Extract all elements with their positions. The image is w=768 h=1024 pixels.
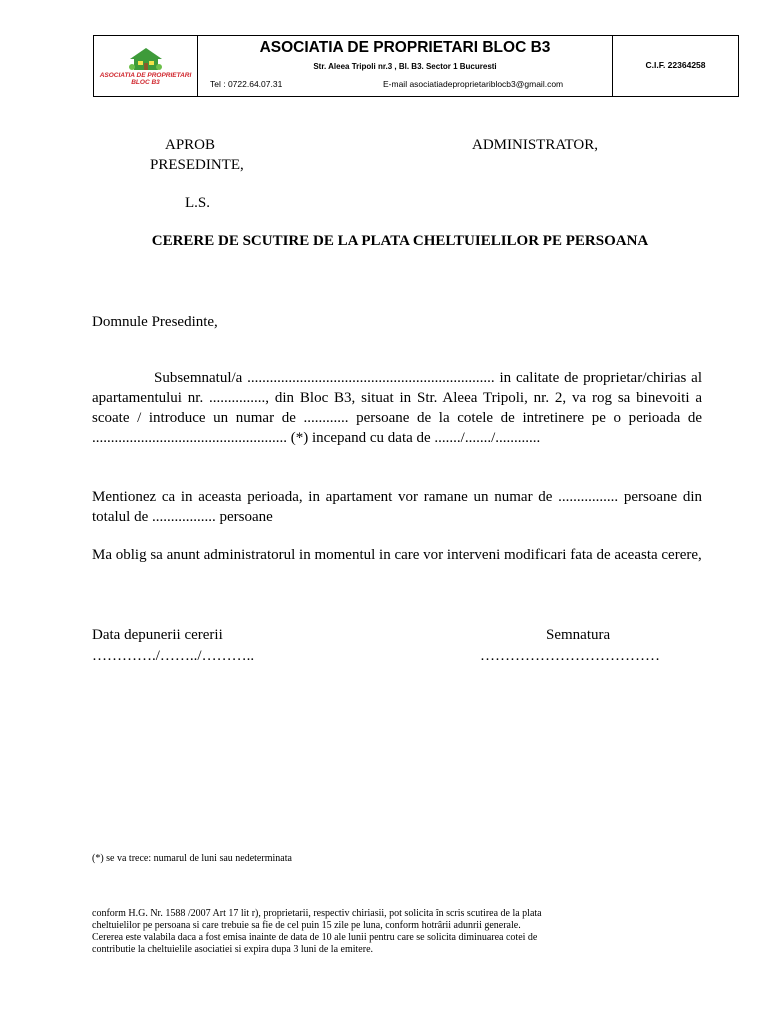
legal-note-line4: contributie la cheltuielile asociatiei si expira dupa 3 luni de la emitere. — [92, 944, 374, 955]
association-address: Str. Aleea Tripoli nr.3 , Bl. B3. Sector 1 Bucuresti — [313, 62, 497, 71]
legal-note-line2: cheltuielilor pe persoana si care trebuie sa fie de cel puin 15 zile pe luna, conform hotrârii adunrii generale. — [92, 920, 521, 931]
signature-label: Semnatura — [546, 627, 611, 643]
aprob-label: APROB — [165, 137, 216, 153]
date-label: Data depunerii cererii — [92, 627, 223, 643]
house-logo-icon — [129, 47, 163, 71]
logo — [94, 36, 198, 96]
legal-note-line1: conform H.G. Nr. 1588 /2007 Art 17 lit r), proprietarii, respectiv chiriasii, pot solicita în scris scutirea de la plata — [92, 908, 542, 919]
paragraph-remaining: Mentionez ca in aceasta perioada, in apartament vor ramane un numar de ................ persoane din totalul de ................. persoane — [92, 489, 702, 525]
footnote: (*) se va trece: numarul de luni sau nedeterminata — [92, 853, 292, 864]
logo-text-line1: ASOCIATIA DE PROPRIETARI — [99, 71, 192, 79]
letterhead — [93, 35, 739, 97]
ls-label: L.S. — [185, 195, 211, 211]
logo-text-line2: BLOC B3 — [131, 78, 160, 86]
association-phone: Tel : 0722.64.07.31 — [210, 79, 283, 89]
legal-note-line3: Cererea este valabila daca a fost emisa inainte de data de 10 ale lunii pentru care se solicita diminuarea cotei de — [92, 932, 538, 943]
presedinte-label: PRESEDINTE, — [150, 157, 244, 173]
association-title: ASOCIATIA DE PROPRIETARI BLOC B3 — [259, 39, 551, 56]
paragraph-request: Subsemnatul/a .................................................................. in calitate de proprietar/chirias al apartamentului nr. ..............., din Bloc B3, situat in Str. Aleea Tripoli, nr. 2, va rog sa binevoiti a scoate / introduce un numar de ............ persoane de la cotele de intretinere pe o perioada de .................................................... (*) incepand cu data de ......./......./............ — [92, 370, 702, 446]
logo-text — [100, 72, 192, 86]
cif-number: C.I.F. 22364258 — [645, 60, 706, 70]
salutation: Domnule Presedinte, — [92, 314, 218, 330]
paragraph-obligation: Ma oblig sa anunt administratorul in momentul in care vor interveni modificari fata de aceasta cerere, — [92, 547, 702, 563]
letterhead-info — [198, 36, 613, 96]
document-title: CERERE DE SCUTIRE DE LA PLATA CHELTUIELILOR PE PERSOANA — [151, 233, 649, 249]
administrator-label: ADMINISTRATOR, — [472, 137, 598, 153]
date-field[interactable]: …………./……../……….. — [92, 648, 255, 664]
signature-field[interactable]: ……………………………… — [480, 648, 660, 664]
association-email: E-mail asociatiadeproprietariblocb3@gmail.com — [383, 79, 564, 89]
